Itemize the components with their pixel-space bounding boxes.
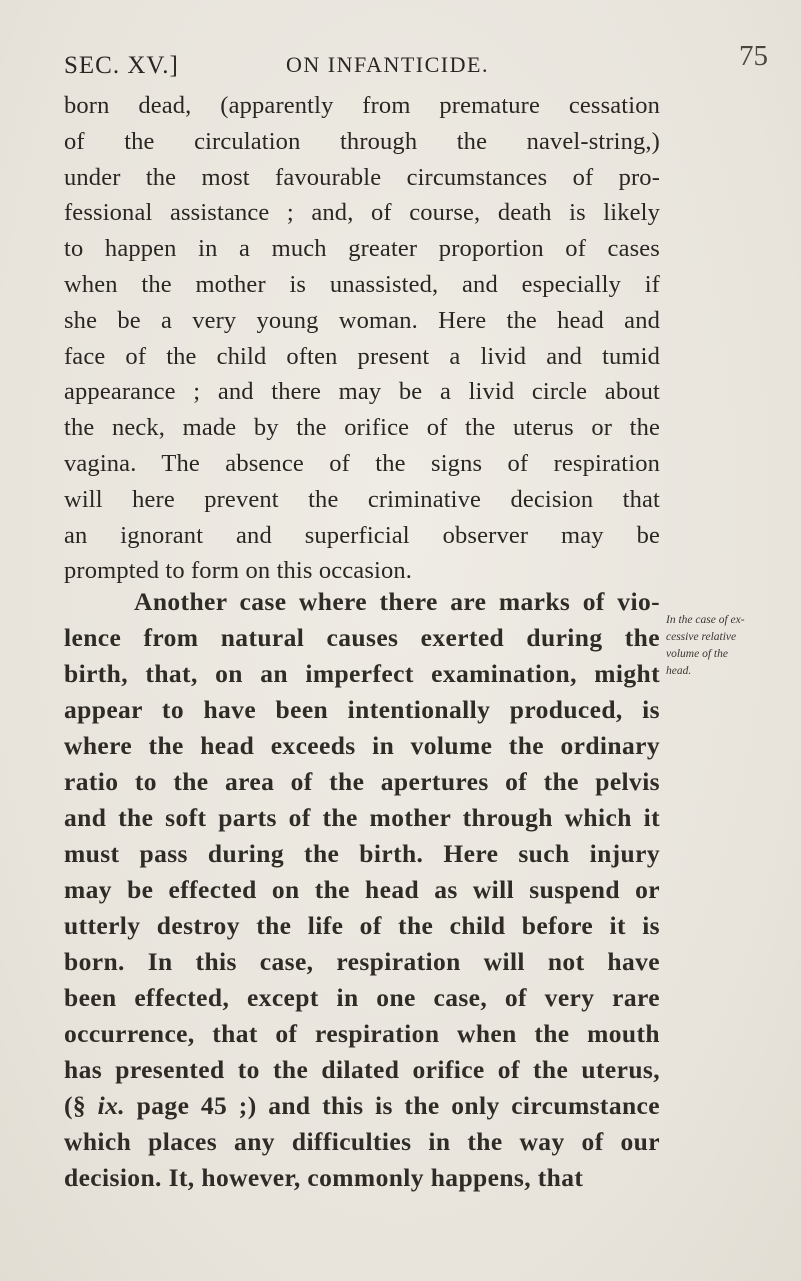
text-line: been effected, except in one case, of very rare [64,983,660,1012]
marginal-note-line: volume of the [666,648,728,660]
reference-open: (§ [64,1091,98,1120]
text-line: to happen in a much greater proportion of cases [64,235,660,263]
text-line: appear to have been intentionally produced, is [64,695,660,724]
text-line: will here prevent the criminative decision that [64,485,660,513]
paragraph-excessive-head-volume [64,584,660,1196]
paragraph-continued [64,88,660,589]
text-line: an ignorant and superficial observer may be [64,521,660,549]
page-header [64,40,768,86]
text-line: the neck, made by the orifice of the uterus or the [64,414,660,442]
text-line: and the soft parts of the mother through which it [64,803,660,832]
text-line: must pass during the birth. Here such injury [64,839,660,868]
text-line: may be effected on the head as will suspend or [64,875,660,904]
text-line: of the circulation through the navel-string,) [64,127,660,155]
marginal-note-line: In the case of ex- [666,614,745,626]
marginal-note-line: cessive relative [666,631,737,643]
text-line: decision. It, however, commonly happens, that [64,1163,584,1192]
text-line: face of the child often present a livid and tumid [64,342,660,370]
text-line: vagina. The absence of the signs of respiration [64,449,660,477]
text-line: where the head exceeds in volume the ordinary [64,731,660,760]
text-line: born. In this case, respiration will not have [64,947,660,976]
text-line: under the most favourable circumstances of pro- [64,163,660,191]
text-line: has presented to the dilated orifice of the uterus, [64,1055,660,1084]
marginal-note-line: head. [666,665,692,677]
text-line: Another case where there are marks of vio- [134,587,660,616]
text-line: fessional assistance ; and, of course, death is likely [64,199,660,227]
text-line: utterly destroy the life of the child before it is [64,911,660,940]
text-line: appearance ; and there may be a livid circle about [64,378,660,406]
section-reference-line [64,1088,660,1124]
text-line: prompted to form on this occasion. [64,557,413,585]
text-line: occurrence, that of respiration when the mouth [64,1019,660,1048]
section-reference-italic: ix. [97,1091,126,1120]
text-line: she be a very young woman. Here the head and [64,306,660,334]
text-line: ratio to the area of the apertures of the pelvis [64,767,660,796]
page-number: 75 [739,40,768,72]
marginal-note [666,612,794,680]
section-label: SEC. XV.] [64,52,179,79]
reference-rest: page 45 ;) and this is the only circumstance [125,1091,660,1120]
chapter-title: ON INFANTICIDE. [286,52,489,77]
text-line: which places any difficulties in the way of our [64,1127,660,1156]
text-line: birth, that, on an imperfect examination, might [64,659,660,688]
text-line: when the mother is unassisted, and especially if [64,270,660,298]
text-line: born dead, (apparently from premature cessation [64,92,660,119]
text-line: lence from natural causes exerted during the [64,623,660,652]
